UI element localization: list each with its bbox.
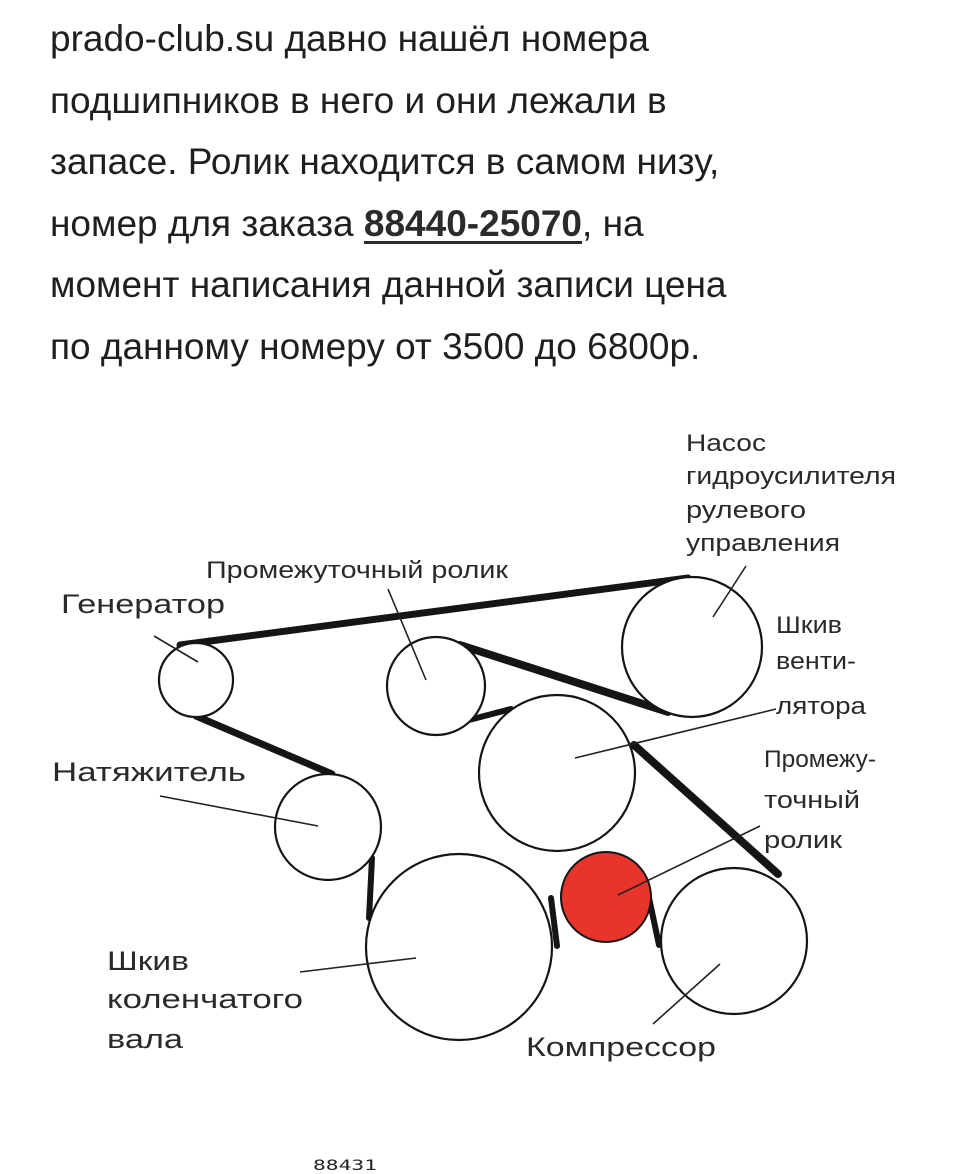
fan-label-1: Шкив [776, 612, 842, 639]
crankshaft-label-2: коленчатого [107, 984, 303, 1014]
generator-label: Генератор [61, 589, 225, 619]
article-line-4-end: , на [582, 202, 644, 244]
pump-label-3: рулевого [686, 497, 806, 524]
lower-idler-label-3: ролик [764, 827, 843, 854]
article-line-6: по данному номеру от 3500 до 6800р. [50, 325, 701, 367]
article-line-4-start: номер для заказа [50, 202, 364, 244]
tensioner-pulley [275, 774, 381, 880]
pump-label-1: Насос [686, 430, 766, 457]
pump-label-2: гидроусилителя [686, 463, 896, 490]
crankshaft-pulley [366, 854, 552, 1040]
part-number-link[interactable]: 88440-25070 [363, 202, 583, 244]
fan-label-2: венти- [776, 648, 856, 675]
lower-idler-label-1: Промежу- [764, 746, 876, 773]
upper-idler-pulley [387, 637, 485, 735]
fan-label-3: лятора [776, 693, 867, 720]
upper-idler-label: Промежуточный ролик [206, 557, 509, 584]
compressor-label: Компрессор [526, 1032, 716, 1062]
article-line-2: подшипников в него и они лежали в [50, 79, 667, 121]
article-line-3: запасе. Ролик находится в самом низу, [50, 141, 720, 182]
generator-pulley [159, 643, 233, 717]
article-line-1: prado-club.su давно нашёл номера [50, 18, 649, 59]
fan-pulley [479, 695, 635, 851]
crankshaft-label-1: Шкив [107, 946, 189, 976]
lower-idler-label-2: точный [764, 787, 860, 814]
pump-label-4: управления [686, 530, 840, 557]
tensioner-label: Натяжитель [52, 757, 246, 787]
compressor-pulley [661, 868, 807, 1014]
figure-code: 88431 [313, 1158, 377, 1174]
article-line-5: момент написания данной записи цена [50, 264, 727, 305]
lower-idler-pulley-highlighted [561, 852, 651, 942]
crankshaft-label-3: вала [107, 1024, 185, 1054]
power-steering-pump-pulley [622, 577, 762, 717]
